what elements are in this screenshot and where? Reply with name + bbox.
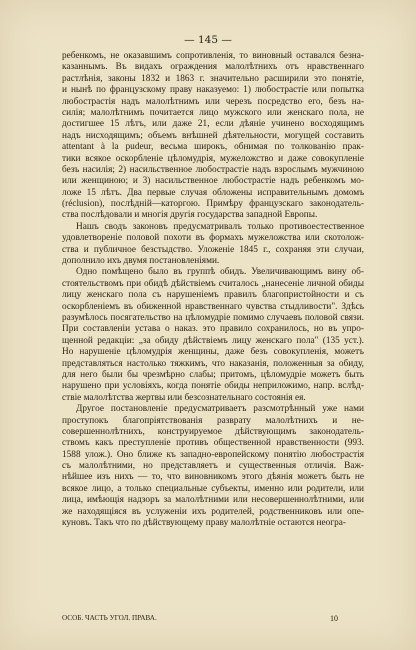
page-footer	[62, 614, 364, 623]
text-line: щенной редакціи: „за обиду дѣйствіемъ лицу женскаго пола" (135 уст.).	[62, 335, 364, 346]
text-line: казаннымъ. Въ видахъ ограждения малолѣтнихъ отъ нравственнаго	[62, 62, 364, 73]
text-line: проступокъ благопріятствованія разврату малолѣтнихъ и не-	[62, 415, 364, 426]
text-line: представляться настолько тяжкимъ, что наказанія, положенныя за обиду,	[62, 358, 364, 369]
text-line: достигшее 15 лѣтъ, или даже 21, если дѣяніе учинено восходящимъ	[62, 119, 364, 130]
text-line: нѣйшее изъ нихъ — то, что виновникомъ этого дѣянія можетъ быть не	[62, 472, 364, 483]
text-line: ребенкомъ, не оказавшимъ сопротивленія, то виновный оставался безна-	[62, 51, 364, 61]
text-line: Но нарушеніе цѣломудрія женщины, даже безъ совокупленія, можетъ	[62, 347, 364, 358]
text-line: любострастія надъ малолѣтнимъ или черезъ посредство его, безъ на-	[62, 96, 364, 107]
text-line: (réclusion), послѣдній—каторгою. Примѣру французскаго законодатель-	[62, 199, 364, 210]
text-line: дополнило ихъ двумя постановленіями.	[62, 256, 220, 267]
text-line: растлѣнія, законы 1832 и 1863 г. значительно расширили это понятіе,	[62, 73, 364, 84]
text-line: для него были бы чрезмѣрно слабы; притомъ, цѣломудріе можетъ быть	[62, 369, 364, 380]
text-line: ложе 15 лѣтъ. Два первые случая обложены исправительнымъ домомъ	[62, 187, 364, 198]
text-line: При составленіи устава о наказ. это правило сохранилось, но въ упро-	[62, 324, 364, 335]
paragraph	[62, 51, 364, 222]
text-line: разумѣлось посягательство на цѣломудріе помимо случаевъ половой связи.	[62, 312, 364, 323]
text-line: удовлетвореніе половой похоти въ формахъ мужеложства или скотолож-	[62, 233, 364, 244]
text-line: ствіе малолѣтства жертвы или безсознательнаго состоянія ея.	[62, 392, 306, 403]
text-line: Нашъ сводъ законовъ предусматривалъ только противоестественное	[76, 221, 364, 232]
body-text	[62, 51, 364, 529]
paragraph	[62, 404, 364, 529]
text-line: ства и публичное безстыдство. Уложеніе 1845 г., сохраняя эти случаи,	[62, 244, 364, 255]
text-line: ствомъ какъ преступленіе противъ общественной нравственности (993.	[62, 438, 364, 449]
text-line: нарушено при условіяхъ, когда понятіе обиды неприложимо, напр. вслѣд-	[62, 381, 364, 392]
text-line: лица, имѣющія надзоръ за малолѣтними или несовершеннолѣтними, или	[62, 495, 364, 506]
page-number: — 145 —	[184, 34, 232, 46]
text-line: же находящіяся въ услуженіи ихъ родителей, родственниковъ или опе-	[62, 506, 364, 517]
text-line: безъ насилія; 2) насильственное любострастіе надъ взрослымъ мужчиною	[62, 164, 364, 175]
text-line: стоятельствомъ при обидѣ дѣйствіемъ считалось „нанесеніе личной обиды	[62, 278, 364, 289]
text-line: всякое лицо, а только специальные субъекты, именно или родители, или	[62, 483, 364, 494]
text-line: тики всякое оскорбленіе цѣломудрія, мужеложство и даже совокупленіе	[62, 153, 364, 164]
text-line: Другое постановленіе предусматриваетъ разсмотрѣнный уже нами	[76, 404, 364, 415]
text-line: надъ нисходящимъ; объемъ внѣшней дѣятельности, могущей составить	[62, 130, 364, 141]
text-line: съ малолѣтними, но представляетъ и существенныя отличія. Важ-	[62, 461, 364, 472]
text-line: силія; малолѣтнимъ почитается лицо мужского или женскаго пола, не	[62, 107, 364, 118]
text-line: 1588 улож.). Оно ближе къ западно-европейскому понятію любострастія	[62, 449, 364, 460]
text-line: лицу женскаго пола съ нарушеніемъ правилъ благопристойности и съ	[62, 290, 364, 301]
footer-signature-number: 10	[330, 614, 338, 623]
text-line: совершеннолѣтнихъ, конструируемое дѣйствующимъ законодатель-	[62, 426, 364, 437]
footer-signature-title: ОСОБ. ЧАСТЬ УГОЛ. ПРАВА.	[62, 614, 157, 622]
text-line: оскорбленіемъ въ обиженной нравственнаго чувства стыдливости". Здѣсь	[62, 301, 364, 312]
text-line: и нынѣ по французскому праву наказуемо: 1) любострастіе или попытка	[62, 85, 364, 96]
text-line: attentant à la pudeur, весьма широкъ, обнимая по толкованію прак-	[62, 142, 364, 153]
paragraph	[62, 222, 364, 268]
paragraph	[62, 267, 364, 404]
text-line: или женщиною; и 3) насильственное любострастіе надъ ребенкомъ мо-	[62, 176, 364, 187]
text-line: Одно помѣщено было въ группѣ обидъ. Увеличивающимъ вину об-	[76, 267, 364, 278]
text-line: ства послѣдовали и многія другія государства западной Европы.	[62, 210, 318, 221]
text-line: куновъ. Такъ что по дѣйствующему праву малолѣтніе остаются неогра-	[62, 518, 346, 529]
